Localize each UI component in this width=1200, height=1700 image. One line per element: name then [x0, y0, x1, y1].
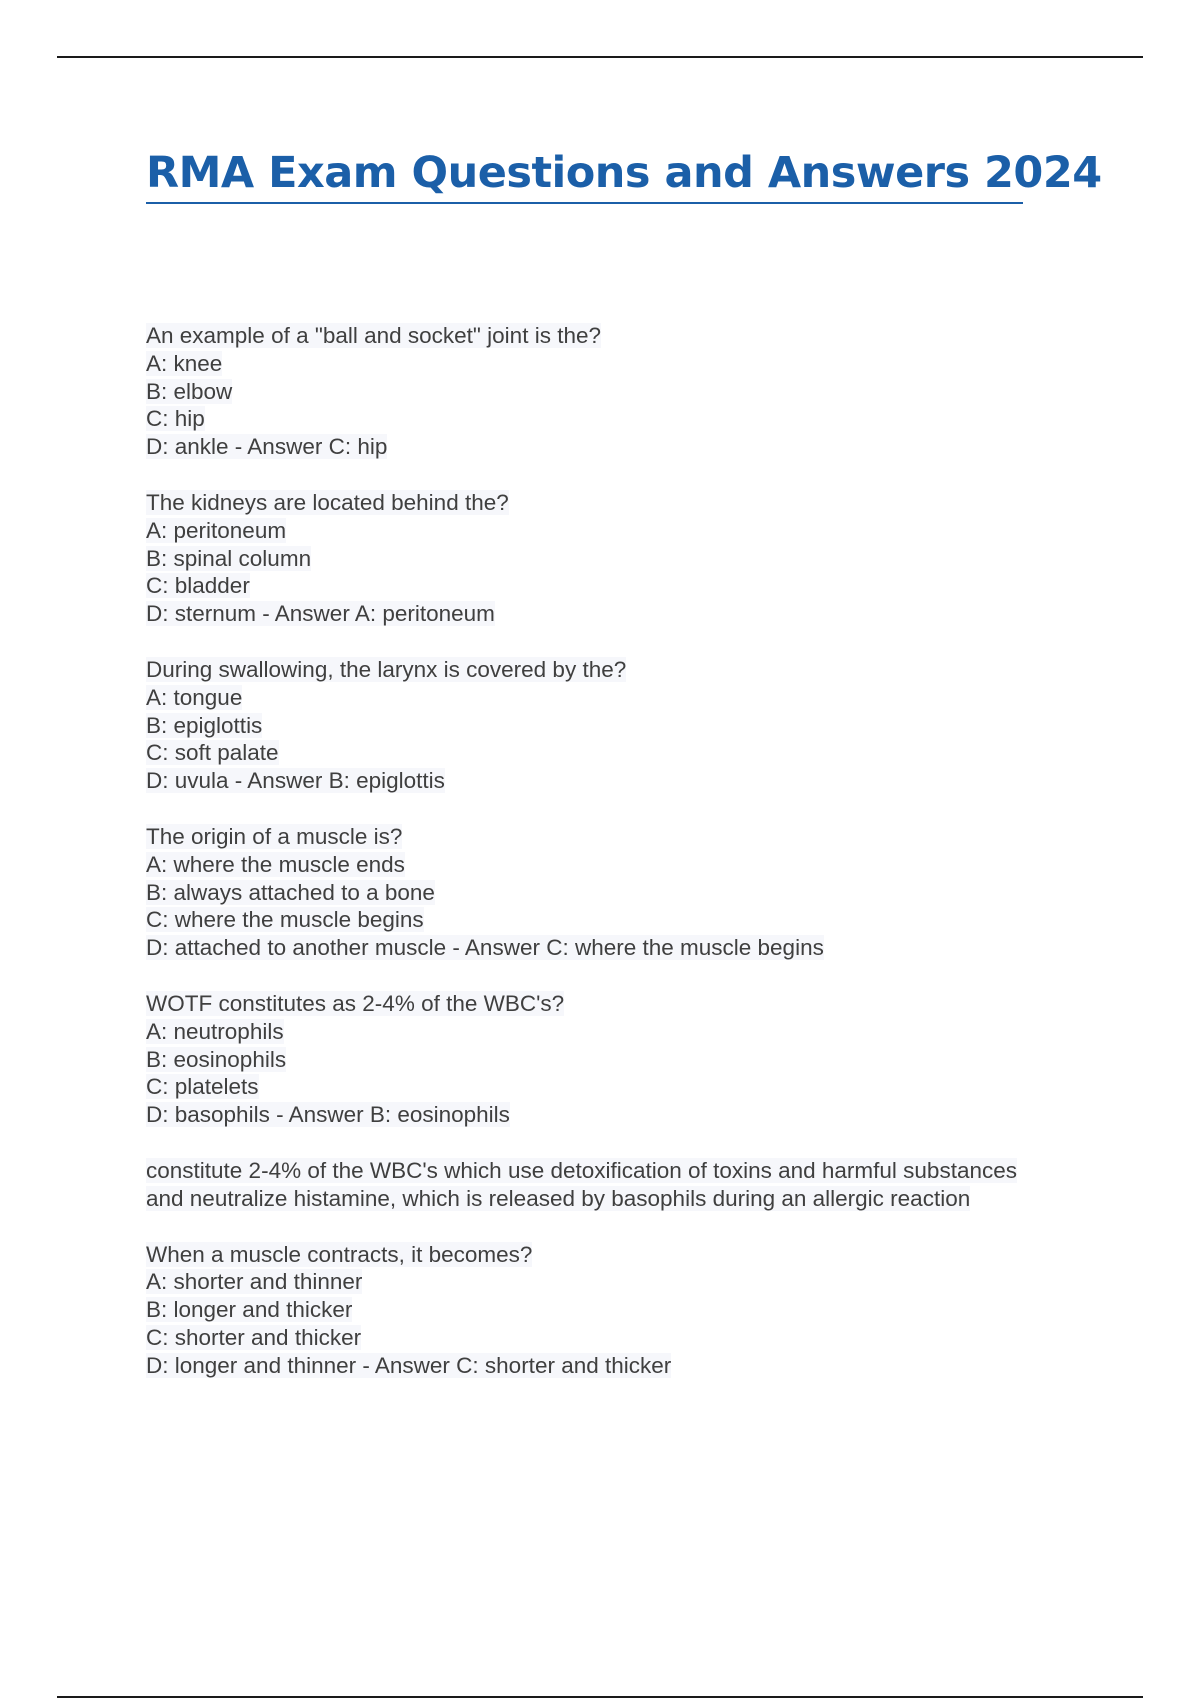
question-block-3	[146, 656, 1146, 795]
answer-option: B: elbow	[146, 378, 233, 404]
note-line: and neutralize histamine, which is released by basophils during an allergic reaction	[146, 1185, 971, 1211]
answer-option: B: eosinophils	[146, 1046, 287, 1072]
answer-option: A: knee	[146, 350, 223, 376]
question-block-5	[146, 990, 1146, 1129]
footer-rule	[57, 1696, 1143, 1698]
question-prompt: An example of a "ball and socket" joint is the?	[146, 323, 601, 348]
answer-option: A: tongue	[146, 684, 243, 710]
note-line: constitute 2-4% of the WBC's which use detoxification of toxins and harmful substances	[146, 1157, 1017, 1183]
question-block-2	[146, 489, 1146, 628]
answer-option-with-answer: D: ankle - Answer C: hip	[146, 434, 388, 460]
question-prompt: WOTF constitutes as 2-4% of the WBC's?	[146, 990, 565, 1016]
answer-option: A: shorter and thinner	[146, 1269, 363, 1295]
question-prompt: During swallowing, the larynx is covered by the?	[146, 656, 627, 682]
answer-option: B: spinal column	[146, 545, 312, 571]
answer-option-with-answer: D: longer and thinner - Answer C: shorter and thicker	[146, 1352, 672, 1378]
answer-option: C: soft palate	[146, 740, 279, 766]
answer-option: B: always attached to a bone	[146, 879, 435, 905]
question-prompt: The origin of a muscle is?	[146, 823, 403, 849]
answer-option-with-answer: D: attached to another muscle - Answer C: where the muscle begins	[146, 935, 824, 961]
title-underline	[146, 202, 1023, 204]
answer-option: C: bladder	[146, 573, 250, 599]
answer-option: B: epiglottis	[146, 712, 263, 738]
answer-option-with-answer: D: basophils - Answer B: eosinophils	[146, 1102, 510, 1128]
answer-option-with-answer: D: uvula - Answer B: epiglottis	[146, 768, 445, 794]
question-prompt: The kidneys are located behind the?	[146, 489, 509, 515]
document-title: RMA Exam Questions and Answers 2024	[146, 148, 1102, 198]
answer-option: A: neutrophils	[146, 1018, 284, 1044]
header-rule	[57, 56, 1143, 58]
answer-option: A: where the muscle ends	[146, 851, 405, 877]
question-block-6	[146, 1241, 1146, 1380]
answer-option-with-answer: D: sternum - Answer A: peritoneum	[146, 601, 495, 627]
question-block-1	[146, 322, 1146, 461]
answer-option: C: platelets	[146, 1074, 259, 1100]
question-prompt: When a muscle contracts, it becomes?	[146, 1241, 533, 1267]
explanation-note	[146, 1157, 1146, 1213]
answer-option: A: peritoneum	[146, 517, 287, 543]
qa-content	[146, 322, 1146, 1408]
answer-option: C: hip	[146, 406, 205, 432]
answer-option: B: longer and thicker	[146, 1297, 353, 1323]
question-block-4	[146, 823, 1146, 962]
answer-option: C: where the muscle begins	[146, 907, 424, 933]
answer-option: C: shorter and thicker	[146, 1324, 362, 1350]
